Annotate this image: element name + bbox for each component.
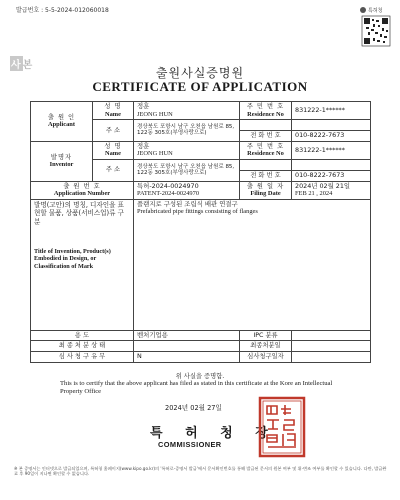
inventor-residence-value: 831222-1****** [292,141,371,159]
inventor-tel-spacer [292,159,371,170]
statement-korean: 위 사실을 증명함. [175,373,225,380]
inventor-tel-label: 전 화 번 호 [240,170,292,181]
exam-label: 심 사 청 구 유 무 [31,351,134,362]
applicant-tel-spacer [292,120,371,131]
application-number-label: 출 원 번 호 Application Number [31,181,134,199]
invention-title: 플랜지로 구성된 조립식 배관 연결구 Prefabricated pipe fittings consisting of flanges [134,199,371,330]
applicant-tel-label-spacer [240,120,292,131]
inventor-tel-label-spacer [240,159,292,170]
inventor-name-label: 성 명 Name [93,141,134,159]
applicant-tel-value: 010-8222-7673 [292,131,371,142]
final-date-label: 최종처분일 [240,341,292,352]
copy-mark-box: 사 [10,56,23,71]
certificate-table [30,101,371,363]
applicant-address-label: 주 소 [93,120,134,142]
applicant-residence-label: 주 민 번 호 Residence No [240,102,292,120]
issue-date: 2024년 02월 27일 [165,404,222,412]
commissioner-english: COMMISSIONER [158,440,222,449]
inventor-address-value: 경상북도 포항시 남구 오천읍 남원로 85, 122동 305호(부영사랑으로) [134,159,240,181]
application-number-value: 특허-2024-0024970 PATENT-2024-0024970 [134,181,240,199]
title-english: CERTIFICATE OF APPLICATION [92,79,308,94]
copy-mark-text: 본 [22,60,34,71]
use-value: 벤처기업용 [134,330,240,341]
applicant-name-label: 성 명 Name [93,102,134,120]
inventor-address-label: 주 소 [93,159,134,181]
inventor-residence-label: 주 민 번 호 Residence No [240,141,292,159]
ipc-value [292,330,371,341]
official-seal-icon [258,396,306,458]
filing-date-value: 2024년 02월 21일 FEB 21 , 2024 [292,181,371,199]
applicant-residence-value: 831222-1****** [292,102,371,120]
applicant-name-value: 정훈 JEONG HUN [134,102,240,120]
final-status-label: 최 종 처 분 상 태 [31,341,134,352]
qr-label: 특허청 [368,8,383,14]
title-korean: 출원사실증명원 [155,66,245,80]
applicant-address-value: 경상북도 포항시 남구 오천읍 남원로 85, 122동 305호(부영사랑으로) [134,120,240,142]
final-date-value [292,341,371,352]
inventor-name-value: 정훈 JEONG HUN [134,141,240,159]
issue-number: 발급번호 : 5-5-2024-012060018 [16,7,109,14]
exam-date-label: 심사청구일자 [240,351,292,362]
footnote: ※ 본 증명서는 인터넷으로 발급되었으며, 특허청 홈페이지(www.kipo.go.kr)의 '특허로-증명서 발급'에서 문서확인번호를 통해 발급된 문서의 원본 여부 및 위·변조 여부를 확인할 수 있습니다. 다만, 발급완료 후 90일이 지나면 확인할 수 없습니다. [14,466,387,477]
exam-date-value [292,351,371,362]
ipc-label: IPC 분류 [240,330,292,341]
final-status-value [134,341,240,352]
use-label: 용 도 [31,330,134,341]
inventor-tel-value: 010-8222-7673 [292,170,371,181]
applicant-tel-label: 전 화 번 호 [240,131,292,142]
invention-label: 발명(고안)의 명칭, 디자인을 표현할 물품, 상품(서비스업)류 구분 Title of Invention, Product(s) Embodied in Design, or Classification of Mark [31,199,134,330]
commissioner-korean: 특 허 청 장 [150,426,277,441]
statement-english: This is to certify that the above applicant has filed as stated in this certificate at the Kore an Intellectual Property Office [60,380,333,395]
exam-value: N [134,351,240,362]
filing-date-label: 출 원 일 자 Filing Date [240,181,292,199]
applicant-label: 출 원 인 Applicant [31,102,93,142]
inventor-label: 발명자 Inventor [31,141,93,181]
qr-code-icon [358,6,394,48]
